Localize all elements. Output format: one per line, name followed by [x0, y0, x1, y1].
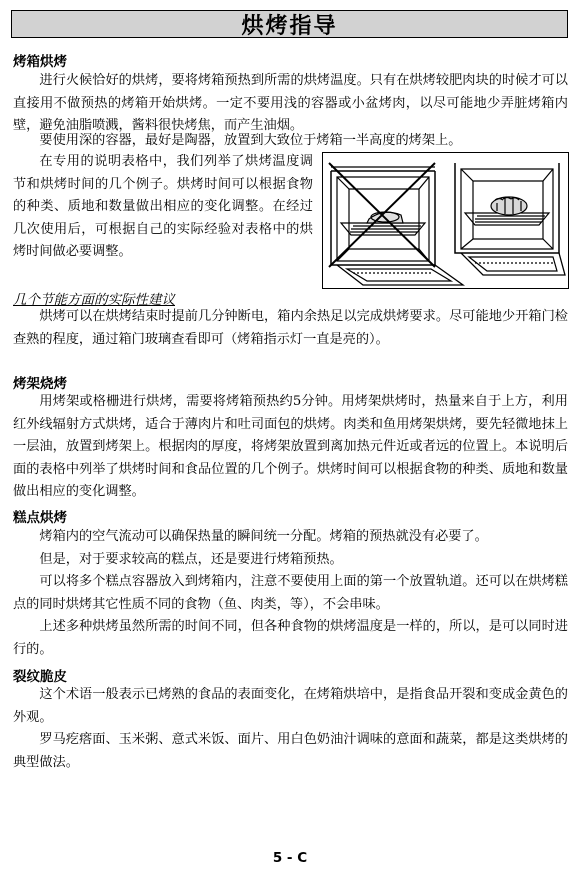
page-title-bar — [11, 10, 568, 38]
gratin-paragraph-2: 罗马疙瘩面、玉米粥、意式米饭、面片、用白色奶油汁调味的意面和蔬菜，都是这类烘烤的典型做法。 — [13, 732, 568, 770]
pastry-paragraph-4: 上述多种烘烤虽然所需的时间不同，但各种食物的烘烤温度是一样的，所以，是可以同时进行的。 — [13, 619, 568, 657]
page-number: 5 - C — [272, 850, 308, 866]
pastry-paragraph-1: 烤箱内的空气流动可以确保热量的瞬间统一分配。烤箱的预热就没有必要了。 — [39, 529, 488, 544]
oven-baking-paragraph-3: 在专用的说明表格中，我们列举了烘烤温度调节和烘烤时间的几个例子。烘烤时间可以根据食物的种类、质地和数量做出相应的变化调整。在经过几次使用后，可根据自己的实际经验对表格中的烘烤时间做必要调整。 — [13, 154, 313, 260]
section-heading-gratin: 裂纹脆皮 — [13, 669, 67, 685]
pastry-paragraph-3: 可以将多个糕点容器放入到烤箱内，注意不要使用上面的第一个放置轨道。还可以在烘烤糕点的同时烘烤其它性质不同的食物（鱼、肉类，等），不会串味。 — [13, 574, 568, 612]
page-title: 烘烤指导 — [241, 13, 338, 39]
oven-baking-paragraph-1: 进行火候恰好的烘烤，要将烤箱预热到所需的烘烤温度。只有在烘烤较肥肉块的时候才可以直接用不做预热的烤箱开始烘烤。一定不要用浅的容器或小盆烤肉，以尽可能地少弄脏烤箱内壁，避免油脂喷溅，酱料很快烤焦，而产生油烟。 — [13, 73, 568, 134]
energy-saving-subheading: 几个节能方面的实际性建议 — [13, 292, 175, 308]
section-heading-pastry: 糕点烘烤 — [13, 510, 67, 526]
grill-paragraph: 用烤架或格栅进行烘烤，需要将烤箱预热约5分钟。用烤架烘烤时，热量来自于上方，利用红外线辐射方式烘烤，适合于薄肉片和吐司面包的烘烤。肉类和鱼用烤架烘烤，要先轻微地抹上一层油，放置到烤架上。根据肉的厚度，将烤架放置到离加热元件近或者远的位置上。本说明后面的表格中列举了烘烤时间和食品位置的几个例子。烘烤时间可以根据食物的种类、质地和数量做出相应的变化调整。 — [13, 394, 568, 500]
section-heading-grill: 烤架烧烤 — [13, 376, 67, 392]
gratin-paragraph-1: 这个术语一般表示已烤熟的食品的表面变化，在烤箱烘培中，是指食品开裂和变成金黄色的外观。 — [13, 687, 568, 725]
oven-diagram-svg — [323, 153, 568, 288]
pastry-paragraph-2: 但是，对于要求较高的糕点，还是要进行烤箱预热。 — [39, 552, 343, 567]
energy-saving-paragraph: 烘烤可以在烘烤结束时提前几分钟断电，箱内余热足以完成烘烤要求。尽可能地少开箱门检查熟的程度，通过箱门玻璃查看即可（烤箱指示灯一直是亮的）。 — [13, 309, 568, 347]
oven-rack-illustration — [322, 152, 569, 289]
section-heading-oven-baking: 烤箱烘烤 — [13, 54, 67, 70]
oven-baking-paragraph-2: 要使用深的容器，最好是陶器，放置到大致位于烤箱一半高度的烤架上。 — [39, 133, 462, 148]
